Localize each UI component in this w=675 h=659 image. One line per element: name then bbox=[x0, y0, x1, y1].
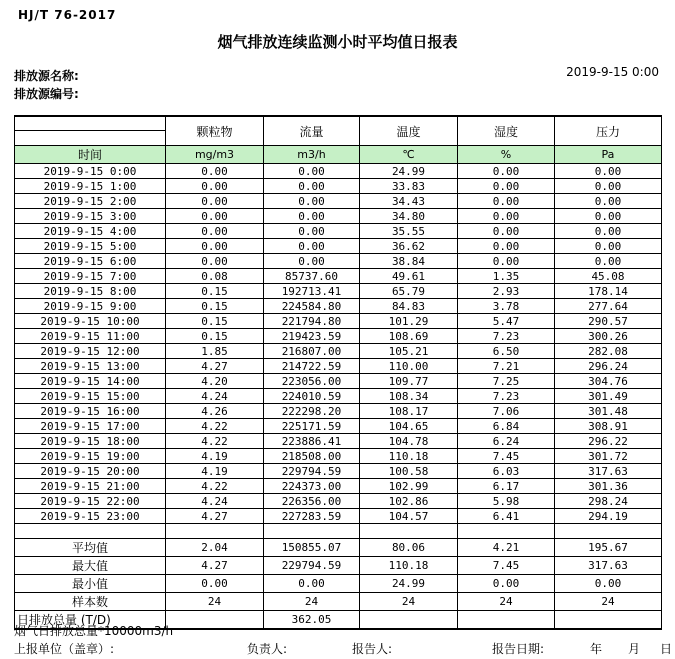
value-cell: 0.00 bbox=[555, 254, 662, 269]
split-bottom-cell bbox=[15, 131, 165, 145]
value-cell: 296.24 bbox=[555, 359, 662, 374]
summary-row bbox=[15, 557, 662, 575]
value-cell: 0.00 bbox=[264, 209, 360, 224]
summary-value-cell bbox=[166, 611, 264, 630]
value-cell: 7.25 bbox=[458, 374, 555, 389]
summary-label: 平均值 bbox=[15, 539, 166, 557]
table-row bbox=[15, 359, 662, 374]
pollutant-header-row bbox=[15, 116, 662, 146]
value-cell: 33.83 bbox=[360, 179, 458, 194]
value-cell: 290.57 bbox=[555, 314, 662, 329]
summary-value-cell: 24 bbox=[555, 593, 662, 611]
spacer-cell bbox=[264, 524, 360, 539]
value-cell: 224010.59 bbox=[264, 389, 360, 404]
value-cell: 108.17 bbox=[360, 404, 458, 419]
column-header-pressure: 压力 bbox=[555, 116, 662, 146]
summary-value-cell: 2.04 bbox=[166, 539, 264, 557]
value-cell: 296.22 bbox=[555, 434, 662, 449]
value-cell: 0.00 bbox=[166, 194, 264, 209]
summary-value-cell: 317.63 bbox=[555, 557, 662, 575]
spacer-cell bbox=[555, 524, 662, 539]
summary-value-cell: 7.45 bbox=[458, 557, 555, 575]
table-row bbox=[15, 479, 662, 494]
value-cell: 7.06 bbox=[458, 404, 555, 419]
value-cell: 0.00 bbox=[166, 209, 264, 224]
value-cell: 4.22 bbox=[166, 419, 264, 434]
value-cell: 105.21 bbox=[360, 344, 458, 359]
value-cell: 0.00 bbox=[555, 179, 662, 194]
value-cell: 4.22 bbox=[166, 479, 264, 494]
value-cell: 0.00 bbox=[264, 224, 360, 239]
summary-value-cell: 24 bbox=[458, 593, 555, 611]
value-cell: 301.49 bbox=[555, 389, 662, 404]
value-cell: 224373.00 bbox=[264, 479, 360, 494]
column-header-particulate: 颗粒物 bbox=[166, 116, 264, 146]
spacer-cell bbox=[166, 524, 264, 539]
table-row bbox=[15, 299, 662, 314]
value-cell: 104.65 bbox=[360, 419, 458, 434]
spacer-cell bbox=[360, 524, 458, 539]
report-date-label: 报告日期: bbox=[492, 642, 545, 656]
value-cell: 317.63 bbox=[555, 464, 662, 479]
value-cell: 224584.80 bbox=[264, 299, 360, 314]
summary-value-cell: 80.06 bbox=[360, 539, 458, 557]
value-cell: 0.00 bbox=[458, 224, 555, 239]
source-id-line bbox=[14, 83, 661, 102]
value-cell: 0.15 bbox=[166, 329, 264, 344]
value-cell: 0.00 bbox=[555, 194, 662, 209]
value-cell: 0.00 bbox=[458, 239, 555, 254]
value-cell: 0.15 bbox=[166, 314, 264, 329]
value-cell: 101.29 bbox=[360, 314, 458, 329]
value-cell: 6.17 bbox=[458, 479, 555, 494]
table-row bbox=[15, 344, 662, 359]
value-cell: 0.00 bbox=[555, 164, 662, 179]
value-cell: 0.00 bbox=[166, 164, 264, 179]
standard-number: HJ/T 76-2017 bbox=[18, 8, 117, 22]
value-cell: 0.00 bbox=[264, 254, 360, 269]
time-cell: 2019-9-15 21:00 bbox=[15, 479, 166, 494]
summary-value-cell: 229794.59 bbox=[264, 557, 360, 575]
value-cell: 0.00 bbox=[555, 209, 662, 224]
time-cell: 2019-9-15 12:00 bbox=[15, 344, 166, 359]
value-cell: 4.19 bbox=[166, 464, 264, 479]
value-cell: 304.76 bbox=[555, 374, 662, 389]
source-name-line bbox=[14, 65, 661, 84]
table-row bbox=[15, 404, 662, 419]
monitoring-table bbox=[14, 115, 662, 630]
time-header-split-cell bbox=[15, 116, 166, 146]
value-cell: 178.14 bbox=[555, 284, 662, 299]
table-row bbox=[15, 209, 662, 224]
summary-label: 最大值 bbox=[15, 557, 166, 575]
value-cell: 6.41 bbox=[458, 509, 555, 524]
time-cell: 2019-9-15 0:00 bbox=[15, 164, 166, 179]
value-cell: 6.24 bbox=[458, 434, 555, 449]
value-cell: 4.22 bbox=[166, 434, 264, 449]
unit-cell-pressure: Pa bbox=[555, 146, 662, 164]
value-cell: 0.00 bbox=[458, 164, 555, 179]
value-cell: 0.08 bbox=[166, 269, 264, 284]
emission-total-note: 烟气日排放总量*10000m3/h bbox=[14, 624, 174, 638]
time-cell: 2019-9-15 16:00 bbox=[15, 404, 166, 419]
value-cell: 0.00 bbox=[458, 209, 555, 224]
value-cell: 4.19 bbox=[166, 449, 264, 464]
value-cell: 108.34 bbox=[360, 389, 458, 404]
value-cell: 24.99 bbox=[360, 164, 458, 179]
unit-cell-humidity: % bbox=[458, 146, 555, 164]
value-cell: 1.85 bbox=[166, 344, 264, 359]
data-rows bbox=[15, 164, 662, 524]
time-cell: 2019-9-15 5:00 bbox=[15, 239, 166, 254]
value-cell: 0.00 bbox=[166, 224, 264, 239]
value-cell: 7.23 bbox=[458, 329, 555, 344]
year-label: 年 bbox=[590, 642, 603, 656]
summary-value-cell: 0.00 bbox=[264, 575, 360, 593]
value-cell: 4.26 bbox=[166, 404, 264, 419]
value-cell: 216807.00 bbox=[264, 344, 360, 359]
summary-rows bbox=[15, 539, 662, 630]
value-cell: 0.00 bbox=[458, 194, 555, 209]
time-cell: 2019-9-15 7:00 bbox=[15, 269, 166, 284]
time-cell: 2019-9-15 19:00 bbox=[15, 449, 166, 464]
summary-value-cell bbox=[360, 611, 458, 630]
time-cell: 2019-9-15 6:00 bbox=[15, 254, 166, 269]
report-unit-label: 上报单位（盖章）: bbox=[14, 642, 115, 656]
value-cell: 223056.00 bbox=[264, 374, 360, 389]
summary-label: 最小值 bbox=[15, 575, 166, 593]
value-cell: 226356.00 bbox=[264, 494, 360, 509]
value-cell: 104.57 bbox=[360, 509, 458, 524]
value-cell: 6.50 bbox=[458, 344, 555, 359]
summary-value-cell: 4.27 bbox=[166, 557, 264, 575]
manager-label: 负责人: bbox=[247, 642, 288, 656]
value-cell: 7.23 bbox=[458, 389, 555, 404]
column-header-temperature: 温度 bbox=[360, 116, 458, 146]
time-cell: 2019-9-15 8:00 bbox=[15, 284, 166, 299]
time-cell: 2019-9-15 9:00 bbox=[15, 299, 166, 314]
value-cell: 36.62 bbox=[360, 239, 458, 254]
spacer-cell bbox=[15, 524, 166, 539]
value-cell: 229794.59 bbox=[264, 464, 360, 479]
value-cell: 4.27 bbox=[166, 509, 264, 524]
value-cell: 0.00 bbox=[166, 254, 264, 269]
value-cell: 0.00 bbox=[458, 254, 555, 269]
time-cell: 2019-9-15 3:00 bbox=[15, 209, 166, 224]
value-cell: 218508.00 bbox=[264, 449, 360, 464]
table-row bbox=[15, 464, 662, 479]
time-cell: 2019-9-15 11:00 bbox=[15, 329, 166, 344]
value-cell: 298.24 bbox=[555, 494, 662, 509]
value-cell: 223886.41 bbox=[264, 434, 360, 449]
unit-header-row bbox=[15, 146, 662, 164]
value-cell: 300.26 bbox=[555, 329, 662, 344]
value-cell: 110.18 bbox=[360, 449, 458, 464]
reporter-label: 报告人: bbox=[352, 642, 393, 656]
value-cell: 308.91 bbox=[555, 419, 662, 434]
summary-value-cell bbox=[458, 611, 555, 630]
summary-value-cell: 150855.07 bbox=[264, 539, 360, 557]
table-row bbox=[15, 194, 662, 209]
signature-line bbox=[0, 640, 675, 656]
day-label: 日 bbox=[660, 642, 673, 656]
table-row bbox=[15, 434, 662, 449]
summary-value-cell: 362.05 bbox=[264, 611, 360, 630]
time-cell: 2019-9-15 14:00 bbox=[15, 374, 166, 389]
value-cell: 5.98 bbox=[458, 494, 555, 509]
value-cell: 0.00 bbox=[264, 194, 360, 209]
time-cell: 2019-9-15 1:00 bbox=[15, 179, 166, 194]
time-cell: 2019-9-15 10:00 bbox=[15, 314, 166, 329]
unit-cell-flow: m3/h bbox=[264, 146, 360, 164]
value-cell: 4.24 bbox=[166, 494, 264, 509]
value-cell: 225171.59 bbox=[264, 419, 360, 434]
time-cell: 2019-9-15 15:00 bbox=[15, 389, 166, 404]
value-cell: 35.55 bbox=[360, 224, 458, 239]
table-row bbox=[15, 419, 662, 434]
value-cell: 294.19 bbox=[555, 509, 662, 524]
summary-value-cell: 24 bbox=[264, 593, 360, 611]
value-cell: 0.00 bbox=[458, 179, 555, 194]
value-cell: 110.00 bbox=[360, 359, 458, 374]
value-cell: 102.86 bbox=[360, 494, 458, 509]
time-cell: 2019-9-15 4:00 bbox=[15, 224, 166, 239]
value-cell: 222298.20 bbox=[264, 404, 360, 419]
value-cell: 0.00 bbox=[264, 179, 360, 194]
value-cell: 0.00 bbox=[166, 239, 264, 254]
table-row bbox=[15, 494, 662, 509]
value-cell: 282.08 bbox=[555, 344, 662, 359]
summary-value-cell: 195.67 bbox=[555, 539, 662, 557]
value-cell: 219423.59 bbox=[264, 329, 360, 344]
value-cell: 0.00 bbox=[166, 179, 264, 194]
value-cell: 85737.60 bbox=[264, 269, 360, 284]
value-cell: 0.00 bbox=[555, 239, 662, 254]
value-cell: 7.21 bbox=[458, 359, 555, 374]
value-cell: 5.47 bbox=[458, 314, 555, 329]
table-row bbox=[15, 389, 662, 404]
value-cell: 65.79 bbox=[360, 284, 458, 299]
value-cell: 6.84 bbox=[458, 419, 555, 434]
table-row bbox=[15, 509, 662, 524]
table-row bbox=[15, 269, 662, 284]
value-cell: 0.00 bbox=[264, 164, 360, 179]
time-cell: 2019-9-15 13:00 bbox=[15, 359, 166, 374]
value-cell: 7.45 bbox=[458, 449, 555, 464]
summary-value-cell: 4.21 bbox=[458, 539, 555, 557]
summary-value-cell: 24.99 bbox=[360, 575, 458, 593]
spacer-section bbox=[15, 524, 662, 539]
summary-row bbox=[15, 593, 662, 611]
summary-value-cell: 0.00 bbox=[166, 575, 264, 593]
value-cell: 301.72 bbox=[555, 449, 662, 464]
value-cell: 0.15 bbox=[166, 299, 264, 314]
table-row bbox=[15, 329, 662, 344]
time-cell: 2019-9-15 22:00 bbox=[15, 494, 166, 509]
value-cell: 277.64 bbox=[555, 299, 662, 314]
table-row bbox=[15, 224, 662, 239]
unit-cell-temperature: ℃ bbox=[360, 146, 458, 164]
value-cell: 2.93 bbox=[458, 284, 555, 299]
value-cell: 4.27 bbox=[166, 359, 264, 374]
source-name-label: 排放源名称: bbox=[14, 69, 79, 83]
value-cell: 34.43 bbox=[360, 194, 458, 209]
value-cell: 108.69 bbox=[360, 329, 458, 344]
month-label: 月 bbox=[628, 642, 641, 656]
table-row bbox=[15, 239, 662, 254]
value-cell: 100.58 bbox=[360, 464, 458, 479]
report-datetime: 2019-9-15 0:00 bbox=[566, 65, 659, 79]
value-cell: 301.48 bbox=[555, 404, 662, 419]
summary-value-cell: 110.18 bbox=[360, 557, 458, 575]
value-cell: 84.83 bbox=[360, 299, 458, 314]
value-cell: 45.08 bbox=[555, 269, 662, 284]
value-cell: 38.84 bbox=[360, 254, 458, 269]
time-cell: 2019-9-15 20:00 bbox=[15, 464, 166, 479]
summary-value-cell: 24 bbox=[360, 593, 458, 611]
value-cell: 4.24 bbox=[166, 389, 264, 404]
split-top-cell bbox=[15, 117, 165, 131]
unit-cell-particulate: mg/m3 bbox=[166, 146, 264, 164]
time-header-cell: 时间 bbox=[15, 146, 166, 164]
summary-row bbox=[15, 575, 662, 593]
value-cell: 109.77 bbox=[360, 374, 458, 389]
column-header-flow: 流量 bbox=[264, 116, 360, 146]
value-cell: 192713.41 bbox=[264, 284, 360, 299]
summary-value-cell bbox=[555, 611, 662, 630]
value-cell: 34.80 bbox=[360, 209, 458, 224]
summary-value-cell: 0.00 bbox=[555, 575, 662, 593]
value-cell: 102.99 bbox=[360, 479, 458, 494]
value-cell: 49.61 bbox=[360, 269, 458, 284]
time-cell: 2019-9-15 23:00 bbox=[15, 509, 166, 524]
value-cell: 3.78 bbox=[458, 299, 555, 314]
table-row bbox=[15, 164, 662, 179]
value-cell: 301.36 bbox=[555, 479, 662, 494]
table-row bbox=[15, 449, 662, 464]
summary-value-cell: 24 bbox=[166, 593, 264, 611]
value-cell: 1.35 bbox=[458, 269, 555, 284]
value-cell: 0.00 bbox=[264, 239, 360, 254]
value-cell: 0.15 bbox=[166, 284, 264, 299]
value-cell: 0.00 bbox=[555, 224, 662, 239]
value-cell: 221794.80 bbox=[264, 314, 360, 329]
table-row bbox=[15, 254, 662, 269]
time-cell: 2019-9-15 17:00 bbox=[15, 419, 166, 434]
summary-label: 样本数 bbox=[15, 593, 166, 611]
summary-label: 日排放总量 (T/D) bbox=[15, 611, 166, 630]
time-cell: 2019-9-15 2:00 bbox=[15, 194, 166, 209]
column-header-humidity: 湿度 bbox=[458, 116, 555, 146]
spacer-cell bbox=[458, 524, 555, 539]
source-id-label: 排放源编号: bbox=[14, 87, 79, 101]
page-title: 烟气排放连续监测小时平均值日报表 bbox=[217, 33, 458, 51]
table-row bbox=[15, 314, 662, 329]
value-cell: 6.03 bbox=[458, 464, 555, 479]
value-cell: 4.20 bbox=[166, 374, 264, 389]
time-cell: 2019-9-15 18:00 bbox=[15, 434, 166, 449]
value-cell: 227283.59 bbox=[264, 509, 360, 524]
summary-row bbox=[15, 539, 662, 557]
summary-value-cell: 0.00 bbox=[458, 575, 555, 593]
table-row bbox=[15, 179, 662, 194]
value-cell: 214722.59 bbox=[264, 359, 360, 374]
table-row bbox=[15, 284, 662, 299]
table-row bbox=[15, 374, 662, 389]
value-cell: 104.78 bbox=[360, 434, 458, 449]
spacer-row bbox=[15, 524, 662, 539]
